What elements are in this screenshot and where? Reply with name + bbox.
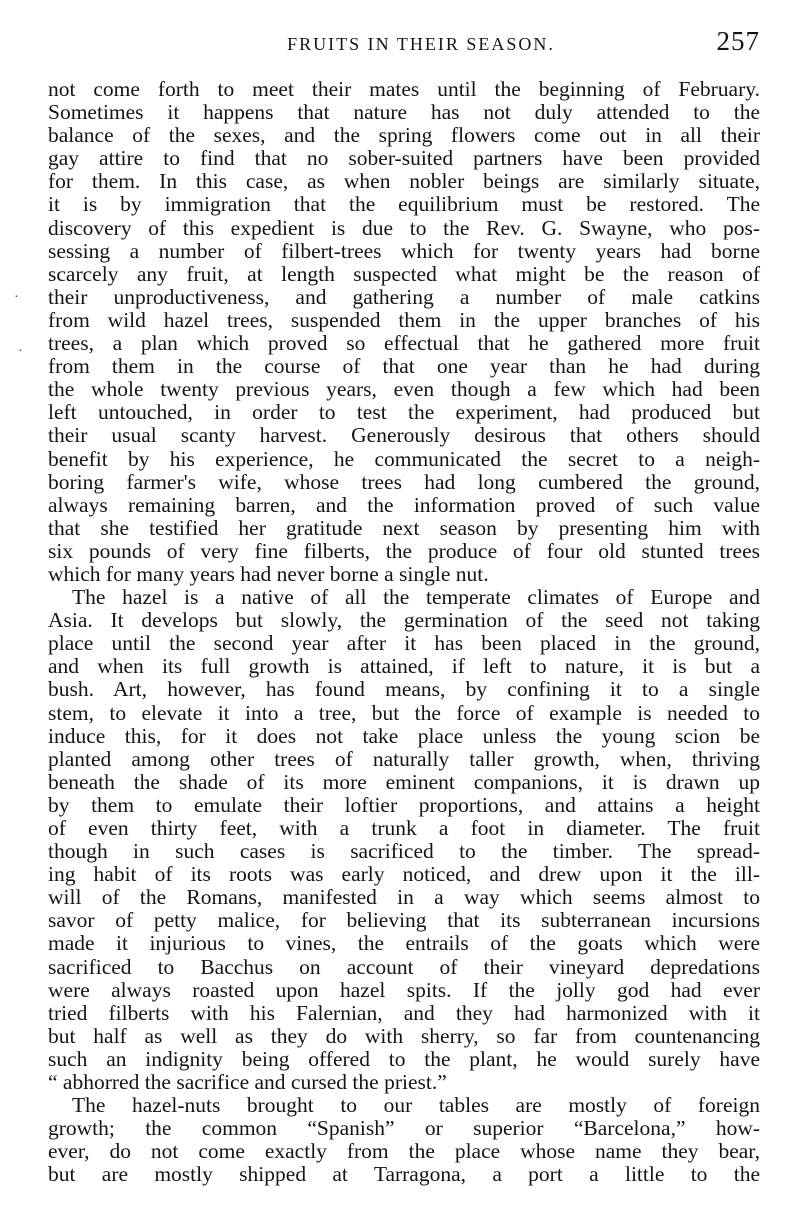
paragraph-start-line: The hazel-nuts brought to our tables are mostly of foreign	[72, 1093, 760, 1118]
text-line: savor of petty malice, for believing that its subterranean incursions	[48, 908, 760, 933]
text-line: scarcely any fruit, at length suspected what might be the reason of	[48, 261, 760, 286]
text-line: Sometimes it happens that nature has not duly attended to the	[48, 100, 760, 125]
text-line: induce this, for it does not take place unless the young scion be	[48, 723, 760, 748]
text-line: planted among other trees of naturally taller growth, when, thriving	[48, 746, 760, 771]
text-line: six pounds of very fine filberts, the produce of four old stunted trees	[48, 538, 760, 563]
text-line: their unproductiveness, and gathering a number of male catkins	[48, 284, 760, 309]
text-line: balance of the sexes, and the spring flowers come out in all their	[48, 123, 760, 148]
text-line: left untouched, in order to test the experiment, had produced but	[48, 400, 760, 425]
text-line: discovery of this expedient is due to the Rev. G. Swayne, who pos-	[48, 215, 760, 240]
text-line: place until the second year after it has been placed in the ground,	[48, 631, 760, 656]
text-line: from them in the course of that one year than he had during	[48, 354, 760, 379]
text-line: growth; the common “Spanish” or superior “Barcelona,” how-	[48, 1116, 760, 1141]
margin-speck: ·	[14, 290, 19, 305]
text-line: beneath the shade of its more eminent companions, it is drawn up	[48, 769, 760, 794]
text-line: the whole twenty previous years, even though a few which had been	[48, 377, 760, 402]
running-head: FRUITS IN THEIR SEASON.	[287, 34, 555, 54]
text-line: from wild hazel trees, suspended them in the upper branches of his	[48, 307, 760, 332]
text-line: that she testified her gratitude next season by presenting him with	[48, 515, 760, 540]
text-line: bush. Art, however, has found means, by confining it to a single	[48, 677, 760, 702]
text-line: tried filberts with his Falernian, and they had harmonized with it	[48, 1000, 760, 1025]
page-number: 257	[716, 26, 760, 56]
text-line: benefit by his experience, he communicated the secret to a neigh-	[48, 446, 760, 471]
text-line: were always roasted upon hazel spits. If the jolly god had ever	[48, 977, 760, 1002]
text-line: their usual scanty harvest. Generously desirous that others should	[48, 423, 760, 448]
text-line: ever, do not come exactly from the place whose name they bear,	[48, 1139, 760, 1164]
body-text	[48, 78, 760, 1187]
text-line: boring farmer's wife, whose trees had long cumbered the ground,	[48, 469, 760, 494]
text-line: of even thirty feet, with a trunk a foot in diameter. The fruit	[48, 816, 760, 840]
paragraph-start-line: The hazel is a native of all the temperate climates of Europe and	[72, 585, 760, 610]
text-line: will of the Romans, manifested in a way which seems almost to	[48, 885, 760, 910]
text-line: made it injurious to vines, the entrails of the goats which were	[48, 931, 760, 956]
text-line: Asia. It develops but slowly, the germination of the seed not taking	[48, 608, 760, 633]
text-line: but half as well as they do with sherry, so far from countenancing	[48, 1023, 760, 1048]
page-header	[48, 26, 764, 62]
text-line: trees, a plan which proved so effectual that he gathered more fruit	[48, 331, 760, 356]
text-line: such an indignity being offered to the plant, he would surely have	[48, 1046, 760, 1071]
text-line: for them. In this case, as when nobler beings are similarly situate,	[48, 169, 760, 194]
text-line: it is by immigration that the equilibrium must be restored. The	[48, 192, 760, 217]
text-line: not come forth to meet their mates until the beginning of February.	[48, 77, 760, 101]
text-line: gay attire to find that no sober-suited partners have been provided	[48, 146, 760, 171]
text-line: by them to emulate their loftier proportions, and attains a height	[48, 792, 760, 817]
text-line: but are mostly shipped at Tarragona, a port a little to the	[48, 1162, 760, 1187]
text-line: though in such cases is sacrificed to the timber. The spread-	[48, 839, 760, 864]
text-line: which for many years had never borne a single nut.	[48, 561, 489, 586]
text-line: “ abhorred the sacrifice and cursed the priest.”	[48, 1070, 447, 1095]
text-line: always remaining barren, and the information proved of such value	[48, 492, 760, 517]
text-line: ing habit of its roots was early noticed, and drew upon it the ill-	[48, 862, 760, 887]
text-line: sessing a number of filbert-trees which for twenty years had borne	[48, 238, 760, 263]
text-line: stem, to elevate it into a tree, but the force of example is needed to	[48, 700, 760, 725]
text-line: sacrificed to Bacchus on account of their vineyard depredations	[48, 954, 760, 979]
margin-speck: ·	[18, 344, 23, 359]
text-line: and when its full growth is attained, if left to nature, it is but a	[48, 654, 760, 679]
